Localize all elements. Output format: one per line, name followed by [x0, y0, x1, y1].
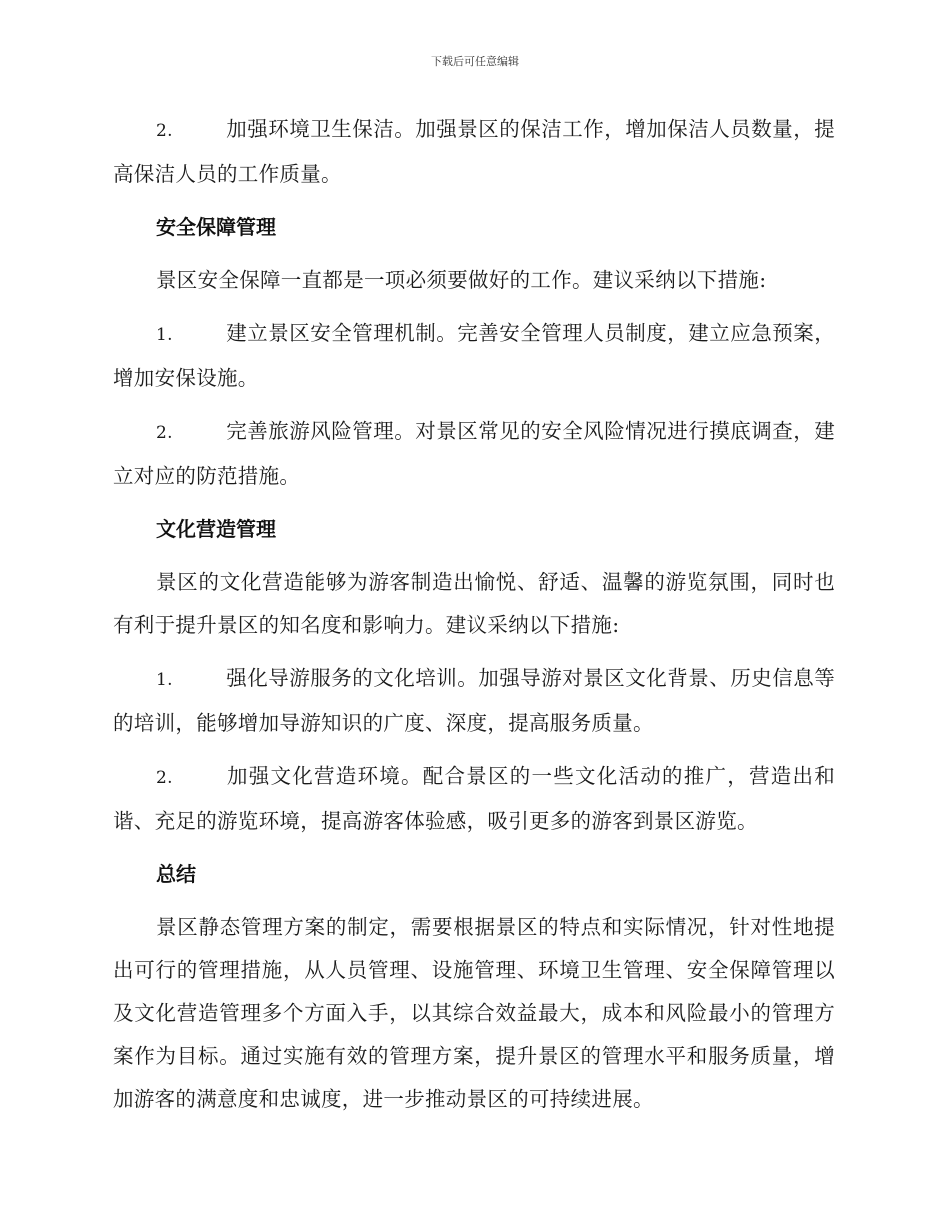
list-item-text: 强化导游服务的文化培训。加强导游对景区文化背景、历史信息等的培训，能够增加导游知识的广度、深度，提高服务质量。	[113, 666, 835, 735]
list-number: 2.	[156, 423, 173, 443]
list-number: 1.	[156, 670, 173, 690]
list-number: 2.	[156, 768, 173, 788]
list-number: 2.	[156, 121, 173, 141]
page-header: 下载后可任意编辑	[431, 55, 519, 68]
section-heading-safety: 安全保障管理	[156, 215, 276, 239]
paragraph-safety-intro: 景区安全保障一直都是一项必须要做好的工作。建议采纳以下措施:	[156, 268, 767, 292]
list-item-text: 加强环境卫生保洁。加强景区的保洁工作，增加保洁人员数量，提高保洁人员的工作质量。	[113, 117, 835, 186]
document-body	[113, 108, 835, 1131]
list-item-safety-2	[113, 410, 835, 498]
list-item-text: 加强文化营造环境。配合景区的一些文化活动的推广，营造出和谐、充足的游览环境，提高游客体验感，吸引更多的游客到景区游览。	[113, 764, 835, 833]
list-item-text: 完善旅游风险管理。对景区常见的安全风险情况进行摸底调查，建立对应的防范措施。	[113, 419, 835, 488]
section-heading-summary: 总结	[156, 862, 196, 886]
list-item-environment-2	[113, 108, 835, 196]
list-item-culture-2	[113, 755, 835, 843]
paragraph-summary: 景区静态管理方案的制定，需要根据景区的特点和实际情况，针对性地提出可行的管理措施，从人员管理、设施管理、环境卫生管理、安全保障管理以及文化营造管理多个方面入手，以其综合效益最大，成本和风险最小的管理方案作为目标。通过实施有效的管理方案，提升景区的管理水平和服务质量，增加游客的满意度和忠诚度，进一步推动景区的可持续进展。	[113, 915, 835, 1111]
section-heading-culture: 文化营造管理	[156, 517, 276, 541]
paragraph-culture-intro: 景区的文化营造能够为游客制造出愉悦、舒适、温馨的游览氛围，同时也有利于提升景区的知名度和影响力。建议采纳以下措施:	[113, 570, 835, 637]
list-item-culture-1	[113, 657, 835, 745]
list-item-text: 建立景区安全管理机制。完善安全管理人员制度，建立应急预案，增加安保设施。	[113, 321, 835, 390]
list-item-safety-1	[113, 312, 835, 400]
list-number: 1.	[156, 325, 173, 345]
